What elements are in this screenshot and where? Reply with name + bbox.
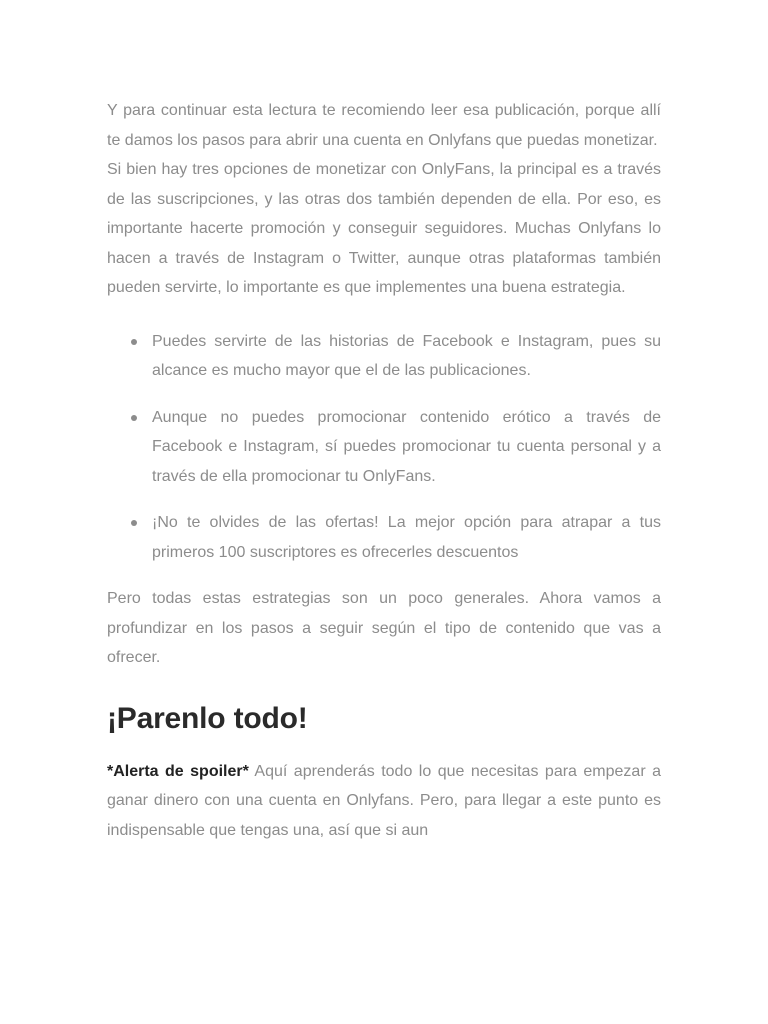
bullet-icon — [131, 339, 137, 345]
list-item — [152, 403, 661, 492]
list-item — [152, 327, 661, 386]
list-item-text: ¡No te olvides de las ofertas! La mejor opción para atrapar a tus primeros 100 suscriptores es ofrecerles descuentos — [152, 514, 661, 561]
paragraph-intro: Y para continuar esta lectura te recomiendo leer esa publicación, porque allí te damos los pasos para abrir una cuenta en Onlyfans que puedas monetizar. — [107, 102, 661, 149]
list-item-text: Puedes servirte de las historias de Facebook e Instagram, pues su alcance es mucho mayor que el de las publicaciones. — [152, 332, 661, 379]
paragraph-spoiler-text: Aquí aprenderás todo lo que necesitas para empezar a ganar dinero con una cuenta en Onlyfans. Pero, para llegar a este punto es indispensable que tengas una, así que si aun — [107, 762, 662, 839]
paragraph-monetization: Si bien hay tres opciones de monetizar con OnlyFans, la principal es a través de las suscripciones, y las otras dos también dependen de ella. Por eso, es importante hacerte promoción y conseguir seguidores. Muchas Onlyfans lo hacen a través de Instagram o Twitter, aunque otras plataformas también pueden servirte, lo importante es que implementes una buena estrategia. — [107, 161, 661, 296]
paragraph-strategies: Pero todas estas estrategias son un poco generales. Ahora vamos a profundizar en los pasos a seguir según el tipo de contenido que vas a ofrecer. — [107, 590, 661, 666]
list-item — [152, 508, 661, 567]
tips-list — [107, 327, 661, 568]
bullet-icon — [131, 520, 137, 526]
paragraph-spoiler — [107, 757, 661, 846]
section-heading: ¡Parenlo todo! — [107, 701, 308, 735]
bullet-icon — [131, 415, 137, 421]
list-item-text: Aunque no puedes promocionar contenido erótico a través de Facebook e Instagram, sí puedes promocionar tu cuenta personal y a través de ella promocionar tu OnlyFans. — [152, 408, 661, 485]
article-body — [107, 96, 661, 845]
spoiler-label: *Alerta de spoiler* — [107, 762, 249, 780]
